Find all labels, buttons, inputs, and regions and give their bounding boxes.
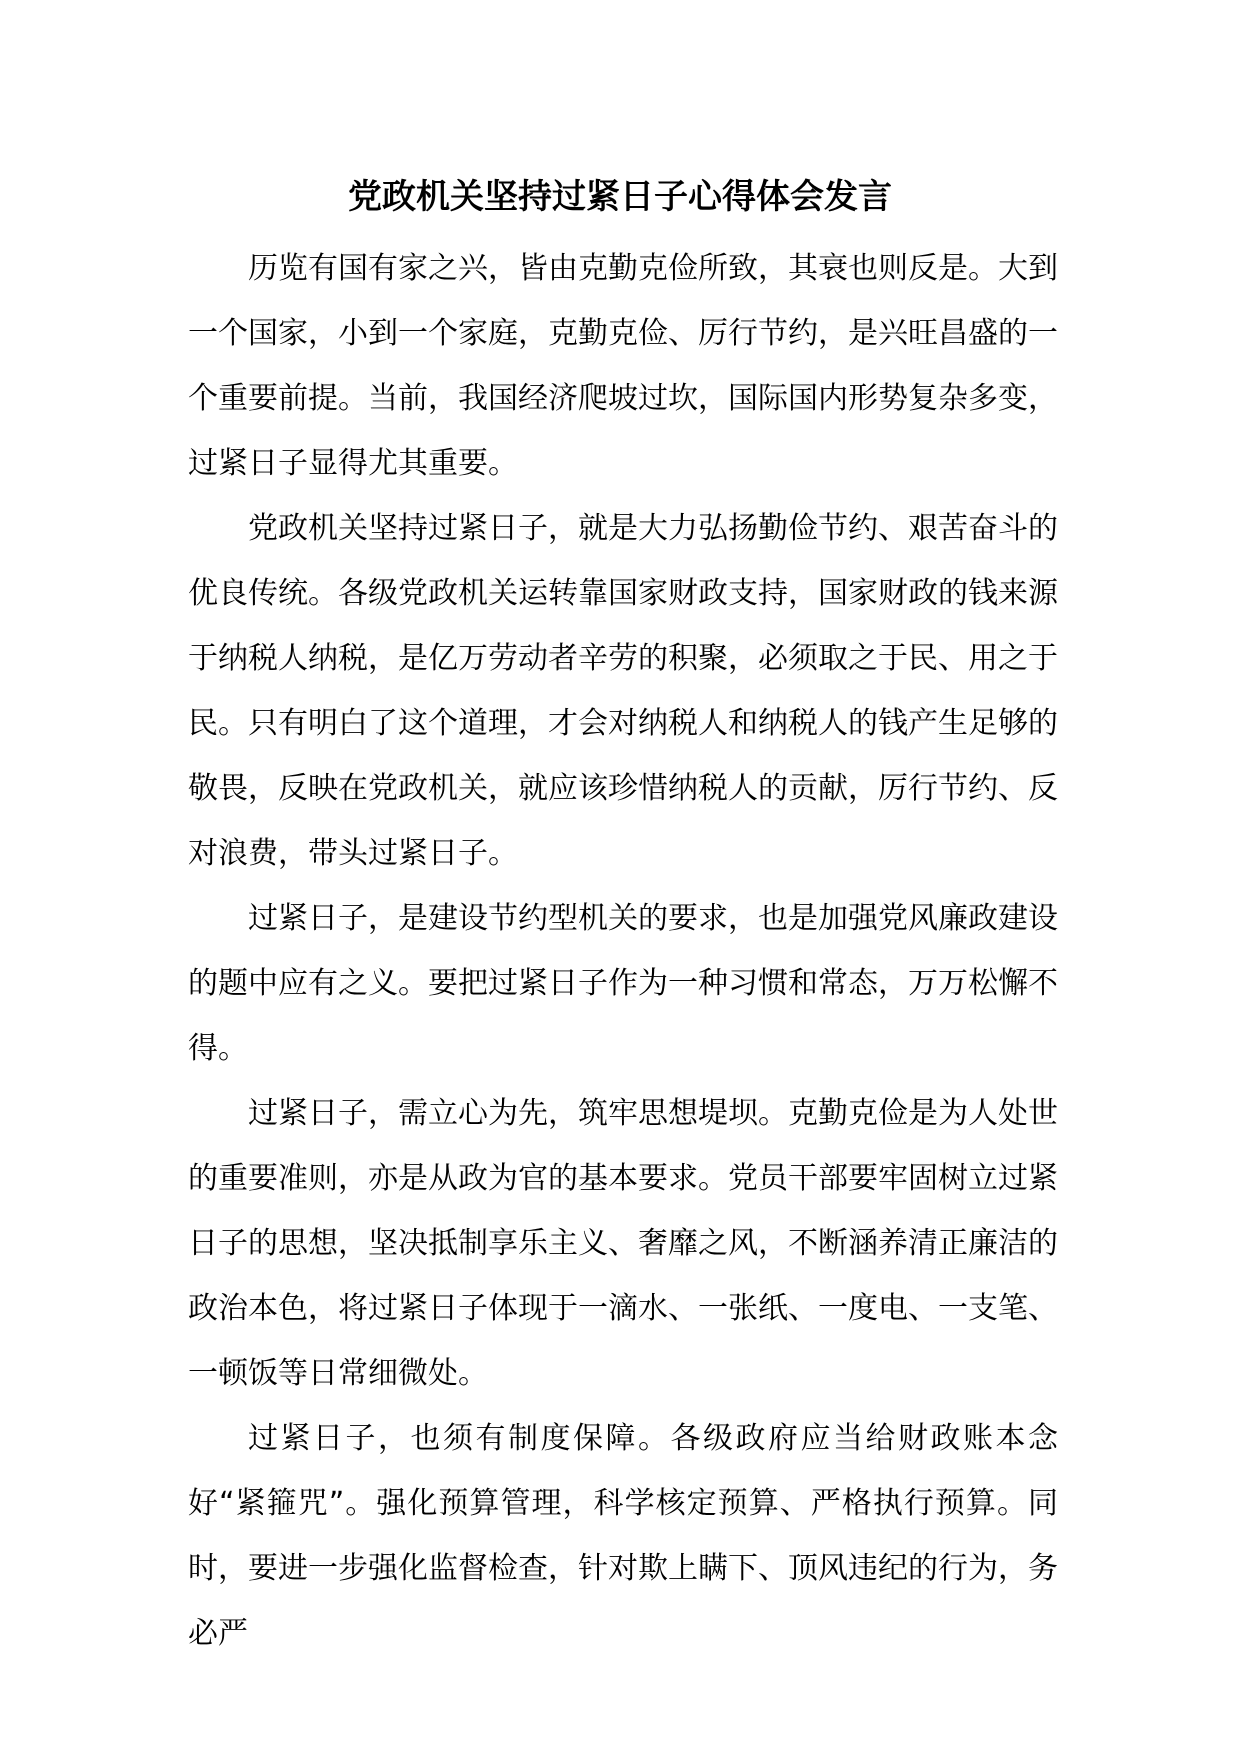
- document-body: [188, 236, 1058, 1666]
- paragraph-1: 历览有国有家之兴，皆由克勤克俭所致，其衰也则反是。大到一个国家，小到一个家庭，克勤克俭、厉行节约，是兴旺昌盛的一个重要前提。当前，我国经济爬坡过坎，国际国内形势复杂多变，过紧日子显得尤其重要。: [188, 251, 1058, 481]
- paragraph-3: 过紧日子，是建设节约型机关的要求，也是加强党风廉政建设的题中应有之义。要把过紧日子作为一种习惯和常态，万万松懈不得。: [188, 901, 1058, 1066]
- paragraph-2: 党政机关坚持过紧日子，就是大力弘扬勤俭节约、艰苦奋斗的优良传统。各级党政机关运转靠国家财政支持，国家财政的钱来源于纳税人纳税，是亿万劳动者辛劳的积聚，必须取之于民、用之于民。只有明白了这个道理，才会对纳税人和纳税人的钱产生足够的敬畏，反映在党政机关，就应该珍惜纳税人的贡献，厉行节约、反对浪费，带头过紧日子。: [188, 511, 1058, 871]
- paragraph-5: 过紧日子，也须有制度保障。各级政府应当给财政账本念好“紧箍咒”。强化预算管理，科学核定预算、严格执行预算。同时，要进一步强化监督检查，针对欺上瞒下、顶风违纪的行为，务必严: [188, 1421, 1058, 1651]
- paragraph-4: 过紧日子，需立心为先，筑牢思想堤坝。克勤克俭是为人处世的重要准则，亦是从政为官的基本要求。党员干部要牢固树立过紧日子的思想，坚决抵制享乐主义、奢靡之风，不断涵养清正廉洁的政治本色，将过紧日子体现于一滴水、一张纸、一度电、一支笔、一顿饭等日常细微处。: [188, 1096, 1058, 1391]
- document-title: 党政机关坚持过紧日子心得体会发言: [348, 177, 892, 217]
